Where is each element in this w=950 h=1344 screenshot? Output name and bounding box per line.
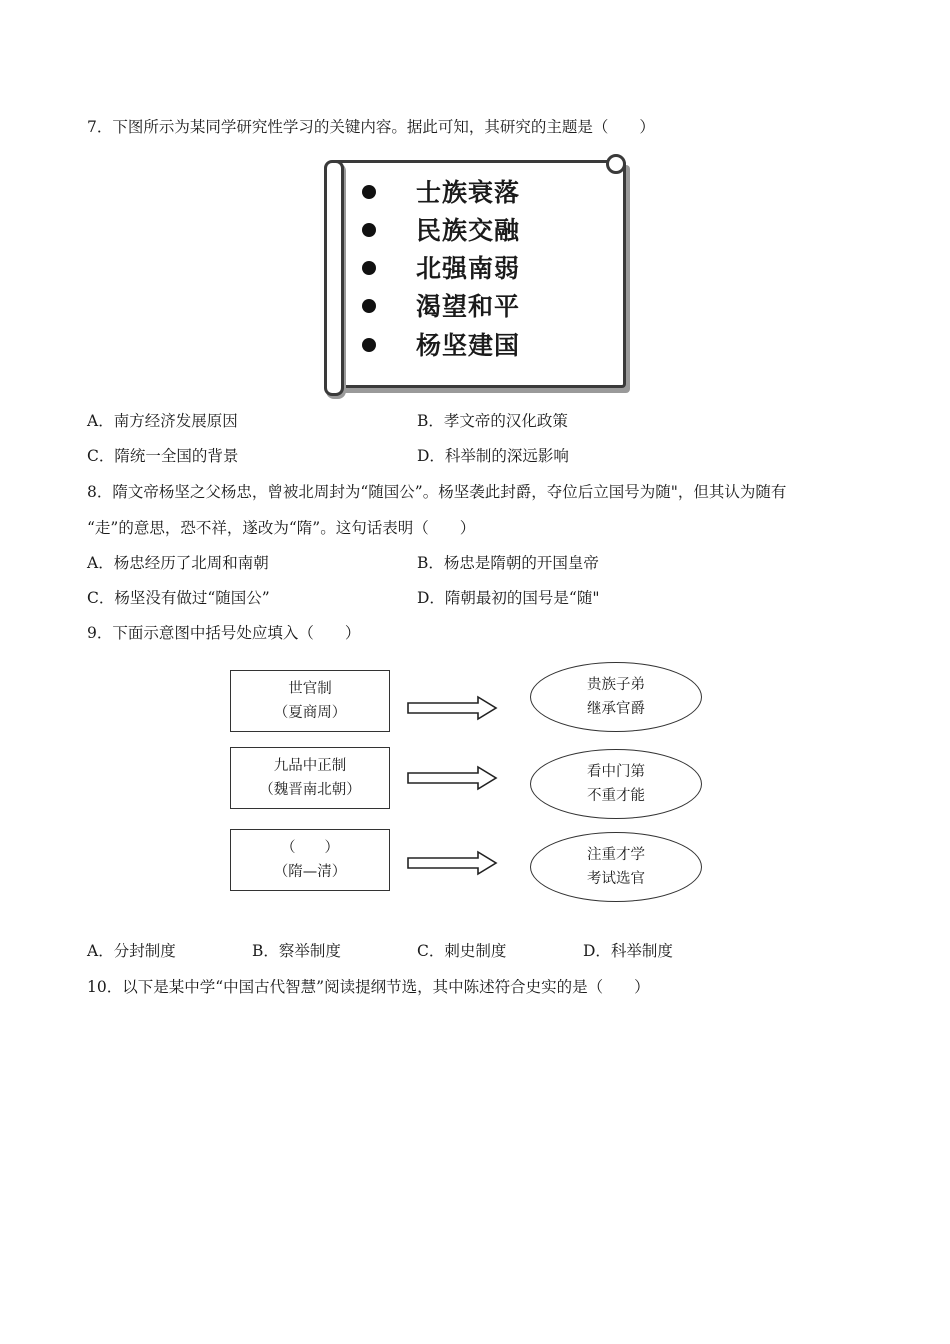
scroll-item-text: 杨坚建国 — [416, 331, 521, 360]
question-10-stem: 10．以下是某中学“中国古代智慧”阅读提纲节选，其中陈述符合史实的是（ ） — [87, 978, 650, 996]
system-period: （夏商周） — [273, 705, 347, 721]
q9-option-b[interactable]: B．察举制度 — [252, 942, 341, 960]
result-ellipse — [530, 749, 702, 819]
bullet-icon — [362, 299, 376, 313]
q9-option-a[interactable]: A．分封制度 — [87, 942, 176, 960]
q8-option-a[interactable]: A．杨忠经历了北周和南朝 — [87, 554, 269, 572]
question-8-stem-line1: 8．隋文帝杨坚之父杨忠，曾被北周封为“随国公”。杨坚袭此封爵，夺位后立国号为随"，但其认为随有 — [87, 483, 787, 501]
scroll-item-text: 士族衰落 — [416, 178, 521, 207]
system-name: 九品中正制 — [273, 758, 347, 774]
q8-option-b[interactable]: B．杨忠是隋朝的开国皇帝 — [417, 554, 599, 572]
system-name-blank: （ ） — [281, 840, 339, 856]
result-line: 考试选官 — [587, 871, 645, 887]
result-line: 不重才能 — [587, 788, 645, 804]
q7-option-c[interactable]: C．隋统一全国的背景 — [87, 447, 239, 465]
result-line: 注重才学 — [587, 847, 645, 863]
scroll-item — [362, 331, 520, 361]
q9-option-c[interactable]: C．刺史制度 — [417, 942, 507, 960]
q7-option-a[interactable]: A．南方经济发展原因 — [87, 412, 238, 430]
right-arrow-icon — [406, 850, 498, 876]
scroll-item — [362, 178, 520, 208]
right-arrow-icon — [406, 695, 498, 721]
scroll-item — [362, 254, 520, 284]
question-9-stem: 9．下面示意图中括号处应填入（ ） — [87, 624, 361, 642]
research-scroll-figure — [322, 152, 632, 392]
result-line: 看中门第 — [587, 764, 645, 780]
scroll-item — [362, 216, 520, 246]
q7-option-b[interactable]: B．孝文帝的汉化政策 — [417, 412, 568, 430]
system-box-shiguan — [230, 670, 390, 732]
system-box-jiupin — [230, 747, 390, 809]
q8-option-d[interactable]: D．隋朝最初的国号是“随" — [417, 589, 600, 607]
scroll-item-text: 渴望和平 — [416, 292, 521, 321]
question-7-stem: 7．下图所示为某同学研究性学习的关键内容。据此可知，其研究的主题是（ ） — [87, 118, 655, 136]
bullet-icon — [362, 223, 376, 237]
q9-option-d[interactable]: D．科举制度 — [583, 942, 673, 960]
scroll-top-curl — [606, 154, 626, 174]
scroll-item — [362, 292, 520, 322]
scroll-item-text: 民族交融 — [416, 216, 521, 245]
q7-option-d[interactable]: D．科举制的深远影响 — [417, 447, 569, 465]
scroll-left-roll — [324, 160, 344, 396]
result-line: 贵族子弟 — [587, 677, 645, 693]
result-ellipse — [530, 832, 702, 902]
scroll-item-text: 北强南弱 — [416, 254, 521, 283]
right-arrow-icon — [406, 765, 498, 791]
system-name: 世官制 — [288, 681, 332, 697]
bullet-icon — [362, 338, 376, 352]
system-box-blank — [230, 829, 390, 891]
result-line: 继承官爵 — [587, 701, 645, 717]
bullet-icon — [362, 261, 376, 275]
q8-option-c[interactable]: C．杨坚没有做过“随国公” — [87, 589, 270, 607]
result-ellipse — [530, 662, 702, 732]
system-period: （魏晋南北朝） — [259, 782, 361, 798]
question-8-stem-line2: “走”的意思，恐不祥，遂改为“隋”。这句话表明（ ） — [87, 519, 476, 537]
bullet-icon — [362, 185, 376, 199]
system-period: （隋—清） — [273, 864, 347, 880]
